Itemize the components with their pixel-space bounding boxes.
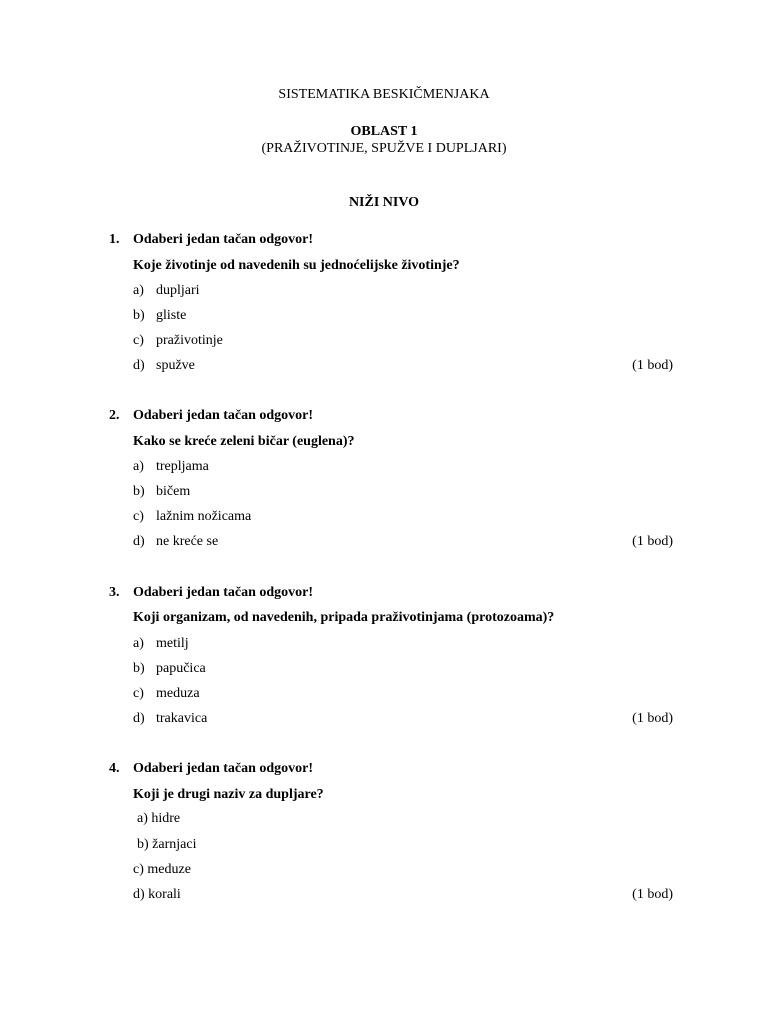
question-number: 3.: [109, 585, 120, 600]
question-instruction: Odaberi jedan tačan odgovor!: [133, 761, 314, 776]
option-text: trepljama: [156, 459, 209, 474]
option-text: a) hidre: [137, 811, 181, 826]
question-number: 2.: [109, 408, 120, 423]
option-letter: d): [133, 711, 145, 726]
option-letter: a): [133, 459, 144, 474]
option-text: dupljari: [156, 283, 200, 298]
option-text: c) meduze: [133, 862, 191, 877]
option-text: spužve: [156, 358, 195, 373]
area-subtitle: (PRAŽIVOTINJE, SPUŽVE I DUPLJARI): [261, 141, 507, 156]
option-letter: d): [133, 534, 145, 549]
option-text: lažnim nožicama: [156, 509, 252, 524]
question-text: Koji je drugi naziv za dupljare?: [133, 787, 324, 802]
option-text: papučica: [156, 661, 206, 676]
document-title: SISTEMATIKA BESKIČMENJAKA: [278, 87, 490, 102]
option-text: meduza: [156, 686, 200, 701]
option-text: bičem: [156, 484, 191, 499]
option-text: trakavica: [156, 711, 208, 726]
option-text: ne kreće se: [156, 534, 219, 549]
points-label: (1 bod): [632, 887, 673, 902]
option-letter: b): [133, 308, 145, 323]
question-text: Koje životinje od navedenih su jednoćelijske životinje?: [133, 258, 460, 273]
option-letter: a): [133, 283, 144, 298]
option-text: gliste: [156, 308, 187, 323]
points-label: (1 bod): [632, 711, 673, 726]
option-text: praživotinje: [156, 333, 223, 348]
question-number: 1.: [109, 232, 120, 247]
points-label: (1 bod): [632, 358, 673, 373]
level-title: NIŽI NIVO: [348, 195, 420, 210]
option-text: d) korali: [133, 887, 181, 902]
option-text: metilj: [156, 636, 189, 651]
option-letter: a): [133, 636, 144, 651]
question-number: 4.: [109, 761, 120, 776]
option-letter: d): [133, 358, 145, 373]
question-instruction: Odaberi jedan tačan odgovor!: [133, 408, 314, 423]
option-letter: b): [133, 484, 145, 499]
area-title: OBLAST 1: [350, 124, 418, 139]
question-text: Koji organizam, od navedenih, pripada praživotinjama (protozoama)?: [133, 610, 555, 625]
option-letter: c): [133, 686, 144, 701]
option-letter: b): [133, 661, 145, 676]
option-letter: c): [133, 333, 144, 348]
option-text: b) žarnjaci: [137, 837, 197, 852]
question-instruction: Odaberi jedan tačan odgovor!: [133, 232, 314, 247]
question-text: Kako se kreće zeleni bičar (euglena)?: [133, 434, 355, 449]
option-letter: c): [133, 509, 144, 524]
points-label: (1 bod): [632, 534, 673, 549]
question-instruction: Odaberi jedan tačan odgovor!: [133, 585, 314, 600]
